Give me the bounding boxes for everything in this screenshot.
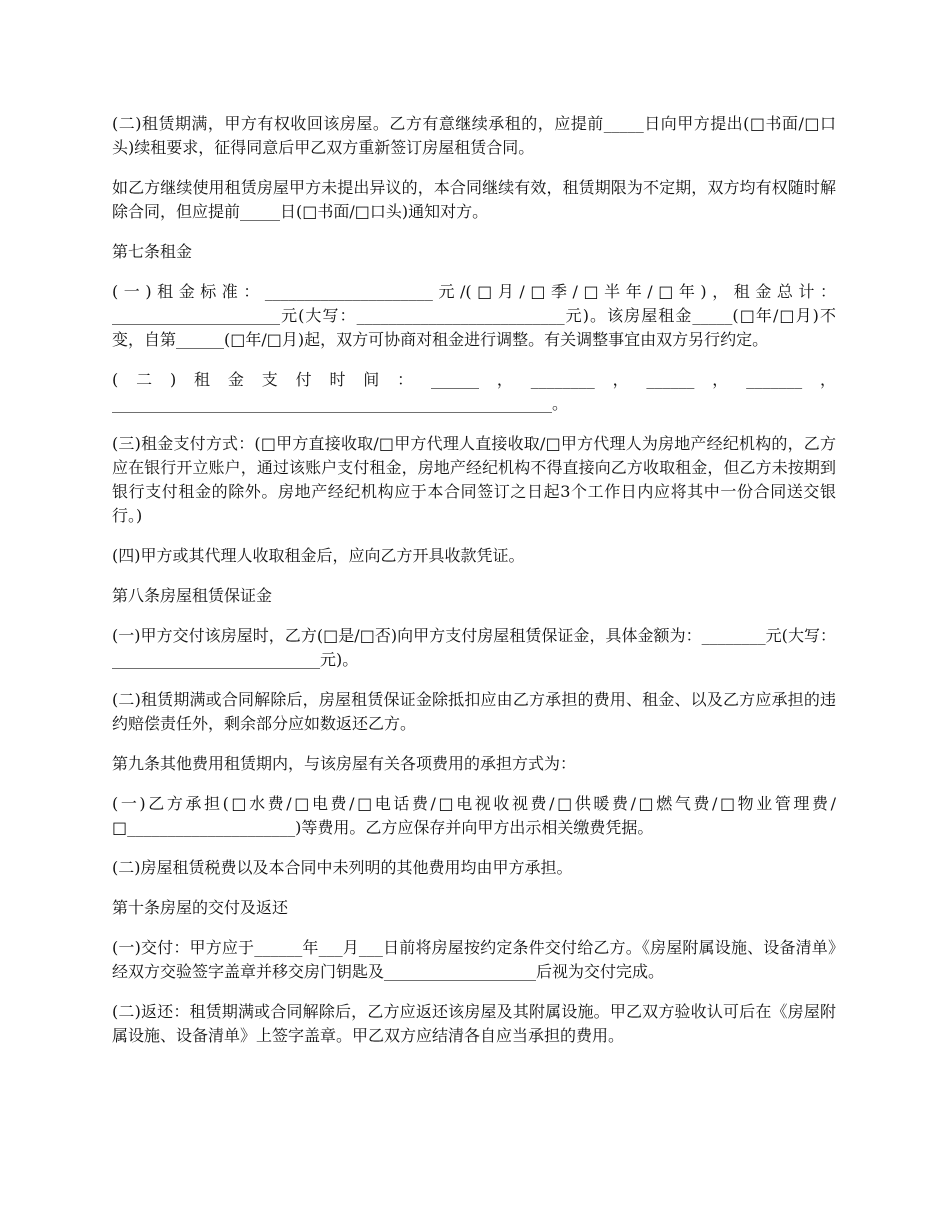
article-8-heading: 第八条房屋租赁保证金 (112, 586, 273, 605)
document-body (112, 112, 836, 1064)
clause-indefinite-term: 如乙方继续使用租赁房屋甲方未提出异议的，本合同继续有效，租赁期限为不定期，双方均有权随时解除合同，但应提前_____日(□书面/□口头)通知对方。 (112, 178, 836, 221)
clause-deposit-return: (二)租赁期满或合同解除后，房屋租赁保证金除抵扣应由乙方承担的费用、租金、以及乙方应承担的违约赔偿责任外，剩余部分应如数返还乙方。 (112, 690, 836, 733)
clause-rent-receipt: (四)甲方或其代理人收取租金后，应向乙方开具收款凭证。 (112, 546, 525, 565)
clause-deposit-amount: (一)甲方交付该房屋时，乙方(□是/□否)向甲方支付房屋租赁保证金，具体金额为：________元(大写：__________________________元)。 (112, 626, 836, 669)
clause-rent-payment-method: (三)租金支付方式：(□甲方直接收取/□甲方代理人直接收取/□甲方代理人为房地产经纪机构的，乙方应在银行开立账户，通过该账户支付租金，房地产经纪机构不得直接向乙方收取租金，但乙方未按期到银行支付租金的除外。房地产经纪机构应于本合同签订之日起3个工作日内应将其中一份合同送交银行。) (112, 434, 836, 525)
article-7-heading: 第七条租金 (112, 242, 193, 261)
clause-rent-standard: (一)租金标准：_____________________元/(□月/□季/□半年/□年)，租金总计：_____________________元(大写：__________________________元)。该房屋租金_____(□年/□月)不变，自第______(□年/□月)起，双方可协商对租金进行调整。有关调整事宜由双方另行约定。 (112, 282, 836, 349)
clause-rent-payment-time: (二)租金支付时间：______，________，______，_______，_______________________________________________________。 (112, 370, 836, 413)
article-9-heading: 第九条其他费用租赁期内，与该房屋有关各项费用的承担方式为： (112, 754, 577, 773)
clause-return: (二)返还：租赁期满或合同解除后，乙方应返还该房屋及其附属设施。甲乙双方验收认可后在《房屋附属设施、设备清单》上签字盖章。甲乙双方应结清各自应当承担的费用。 (112, 1002, 836, 1045)
clause-tenant-fees: (一)乙方承担(□水费/□电费/□电话费/□电视收视费/□供暖费/□燃气费/□物业管理费/□_____________________)等费用。乙方应保存并向甲方出示相关缴费凭据。 (112, 794, 836, 837)
clause-renewal-request: (二)租赁期满，甲方有权收回该房屋。乙方有意继续承租的，应提前_____日向甲方提出(□书面/□口头)续租要求，征得同意后甲乙双方重新签订房屋租赁合同。 (112, 114, 836, 157)
clause-delivery: (一)交付：甲方应于______年___月___日前将房屋按约定条件交付给乙方。《房屋附属设施、设备清单》经双方交验签字盖章并移交房门钥匙及___________________后视为交付完成。 (112, 938, 836, 981)
article-10-heading: 第十条房屋的交付及返还 (112, 898, 289, 917)
clause-landlord-fees: (二)房屋租赁税费以及本合同中未列明的其他费用均由甲方承担。 (112, 858, 573, 877)
